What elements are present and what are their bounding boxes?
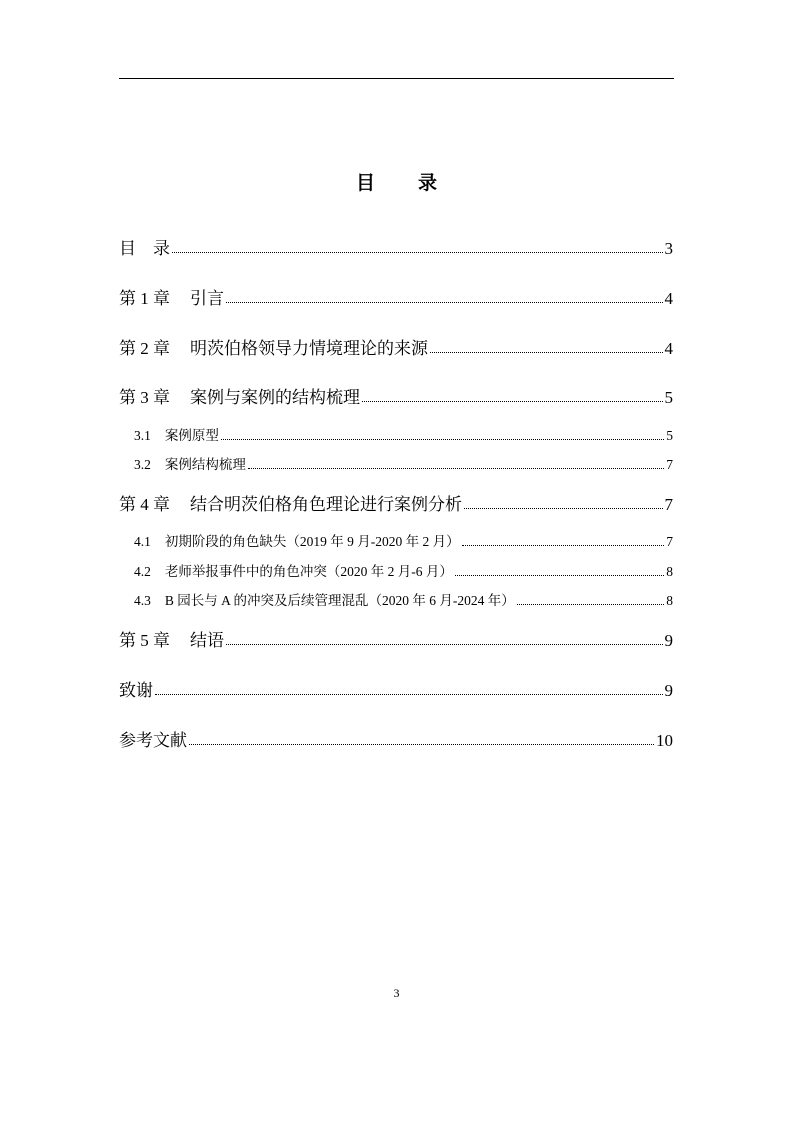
toc-entry-page: 4 (664, 289, 673, 308)
toc-entry-number: 3.2 (134, 457, 151, 472)
toc-leader-dots (248, 453, 664, 473)
toc-entry-number: 第 4 章 (119, 495, 170, 514)
toc-entry[interactable] (119, 284, 673, 308)
toc-leader-dots (362, 383, 663, 407)
toc-leader-dots (172, 234, 663, 258)
toc-entry-number: 3.1 (134, 428, 151, 443)
toc-entry-text: 结合明茨伯格角色理论进行案例分析 (190, 495, 462, 514)
toc-title: 目 录 (355, 173, 449, 194)
toc-leader-dots (226, 284, 663, 308)
toc-leader-dots (517, 589, 664, 609)
toc-entry[interactable] (119, 234, 673, 258)
toc-entry-text: 老师举报事件中的角色冲突（2020 年 2 月-6 月） (164, 564, 453, 579)
toc-entry-page: 10 (656, 731, 673, 750)
toc-entry[interactable] (119, 626, 673, 650)
toc-leader-dots (464, 490, 663, 514)
toc-entry-text: 案例与案例的结构梳理 (190, 388, 360, 407)
toc-leader-dots (462, 530, 665, 550)
toc-entry-text: 目 录 (119, 239, 170, 258)
toc-entry-page: 5 (666, 428, 673, 443)
toc-entry[interactable] (134, 589, 673, 609)
toc-entry-page: 7 (666, 534, 673, 549)
toc-entry[interactable] (119, 676, 673, 700)
toc-leader-dots (430, 334, 663, 358)
toc-entry-page: 8 (666, 564, 673, 579)
toc-entry-text: 致谢 (119, 681, 153, 700)
toc-leader-dots (189, 726, 654, 750)
toc-entry-text: 初期阶段的角色缺失（2019 年 9 月-2020 年 2 月） (164, 534, 460, 549)
toc-entry[interactable] (134, 453, 673, 473)
toc-entry-number: 第 1 章 (119, 289, 170, 308)
toc-entry[interactable] (134, 560, 673, 580)
toc-entry[interactable] (119, 383, 673, 407)
toc-entry-page: 7 (666, 457, 673, 472)
toc-entry-page: 8 (666, 593, 673, 608)
toc-entry-number: 第 3 章 (119, 388, 170, 407)
toc-leader-dots (455, 560, 664, 580)
toc-entry-page: 5 (664, 388, 673, 407)
toc-entry-text: 案例结构梳理 (164, 457, 246, 472)
toc-entry-text: B 园长与 A 的冲突及后续管理混乱（2020 年 6 月-2024 年） (164, 593, 515, 608)
toc-leader-dots (155, 676, 663, 700)
toc-entry-number: 4.1 (134, 534, 151, 549)
toc-entry-number: 4.3 (134, 593, 151, 608)
toc-entry-text: 案例原型 (164, 428, 219, 443)
page-number: 3 (393, 986, 400, 1000)
toc-entry-text: 引言 (190, 289, 224, 308)
toc-entry-number: 第 5 章 (119, 631, 170, 650)
toc-entry-text: 明茨伯格领导力情境理论的来源 (190, 339, 428, 358)
toc-entry-text: 参考文献 (119, 731, 187, 750)
toc-entry-number: 第 2 章 (119, 339, 170, 358)
toc-entry-page: 4 (664, 339, 673, 358)
toc-entry[interactable] (119, 490, 673, 514)
toc-leader-dots (221, 424, 664, 444)
toc-entry-page: 7 (664, 495, 673, 514)
toc-entry-text: 结语 (190, 631, 224, 650)
toc-entry[interactable] (119, 726, 673, 750)
toc-entry-page: 9 (664, 631, 673, 650)
toc-entry-page: 9 (664, 681, 673, 700)
toc-leader-dots (226, 626, 663, 650)
toc-entry[interactable] (119, 334, 673, 358)
toc-entry-page: 3 (664, 239, 673, 258)
toc-entry[interactable] (134, 424, 673, 444)
toc-entry[interactable] (134, 530, 673, 550)
toc-entry-number: 4.2 (134, 564, 151, 579)
